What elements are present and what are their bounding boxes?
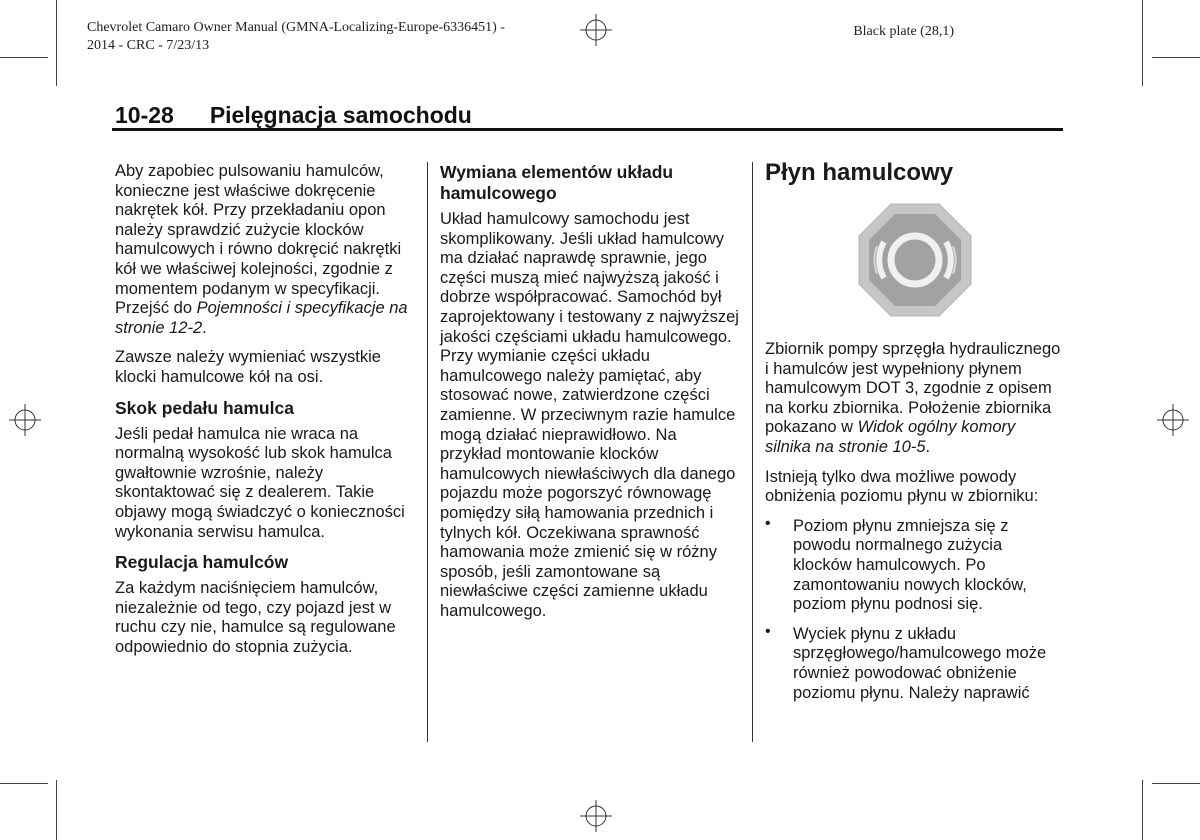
crop-mark xyxy=(1142,0,1143,86)
crop-mark xyxy=(1152,783,1200,784)
paragraph-text: Zbiornik pompy sprzęgła hydraulicznego i hamulców jest wypełniony płynem hamulcowym DOT 3, zgodnie z opisem na korku zbiornika. Położenie zbiornika pokazano w xyxy=(765,340,1061,437)
paragraph: Za każdym naciśnięciem hamulców, niezależnie od tego, czy pojazd jest w ruchu czy nie, hamulce są regulowane odpowiednio do stopnia zużycia. xyxy=(115,579,396,656)
cross-reference-link[interactable]: Pojemności i specyfikacje na stronie 12-2 xyxy=(115,299,408,337)
registration-mark-right xyxy=(1157,404,1189,436)
bullet-list xyxy=(765,514,1065,703)
registration-mark-top xyxy=(580,14,612,46)
column-1 xyxy=(115,162,415,667)
page-number: 10-28 xyxy=(115,102,174,128)
crop-mark xyxy=(0,57,48,58)
heading-rule xyxy=(112,128,1063,131)
paragraph-text: Aby zapobiec pulsowaniu hamulców, konieczne jest właściwe dokręcenie nakrętek kół. Przy przekładaniu opon należy sprawdzić zużycie klocków hamulcowych i równo dokręcić nakrętki kół we właściwej kolejności, zgodnie z momentem podanym w specyfikacji. Przejść do xyxy=(115,162,402,318)
list-item xyxy=(765,622,1065,703)
black-plate-label: Black plate (28,1) xyxy=(853,24,954,39)
registration-mark-left xyxy=(9,404,41,436)
print-header-line2: 2014 - CRC - 7/23/13 xyxy=(87,38,210,53)
crop-mark xyxy=(56,0,57,86)
crop-mark xyxy=(56,780,57,840)
column-3 xyxy=(765,159,1065,713)
paragraph: Zawsze należy wymieniać wszystkie klocki hamulcowe kół na osi. xyxy=(115,348,381,386)
bullet-icon: • xyxy=(765,622,771,640)
subheading-brake-adjust: Regulacja hamulców xyxy=(115,552,289,573)
bullet-icon: • xyxy=(765,514,771,532)
crop-mark xyxy=(0,783,48,784)
section-subtitle: Płyn hamulcowy xyxy=(765,159,954,186)
paragraph: Jeśli pedał hamulca nie wraca na normalną wysokość lub skok hamulca gwałtownie wzrośnie, należy skontaktować się z dealerem. Takie objawy mogą świadczyć o konieczności wykonania serwisu hamulca. xyxy=(115,424,405,541)
paragraph: Istnieją tylko dwa możliwe powody obniżenia poziomu płynu w zbiorniku: xyxy=(765,467,1039,506)
paragraph-end: . xyxy=(202,318,207,337)
column-divider xyxy=(752,162,753,742)
print-header-line1: Chevrolet Camaro Owner Manual (GMNA-Localizing-Europe-6336451) - xyxy=(87,20,505,35)
subheading-pedal-travel: Skok pedału hamulca xyxy=(115,397,294,418)
paragraph xyxy=(765,340,1065,458)
paragraph: Układ hamulcowy samochodu jest skomplikowany. Jeśli układ hamulcowy ma działać naprawdę sprawnie, jego części muszą mieć najwyższą jakość i dobrze współpracować. Samochód był zaprojektowany i testowany z najwyższej jakości częściami układu hamulcowego. Przy wymianie części układu hamulcowego należy pamiętać, aby stosować nowe, zatwierdzone części zamienne. W przeciwnym razie hamulce mogą działać nieprawidłowo. Na przykład montowanie klocków hamulcowych niewłaściwych dla danego pojazdu może pogorszyć równowagę pomiędzy siłą hamowania przednich i tylnych kół. Oczekiwana sprawność hamowania może zmienić się w różny sposób, jeśli zamontowane są niewłaściwe części zamienne układu hamulcowego. xyxy=(440,210,739,620)
column-2 xyxy=(440,162,740,631)
print-header xyxy=(87,19,505,55)
section-heading xyxy=(115,102,472,129)
cross-reference-link[interactable]: Widok ogólny komory silnika na stronie 10-5 xyxy=(765,418,1016,456)
crop-mark xyxy=(1142,780,1143,840)
list-item-text: Wyciek płynu z układu sprzęgłowego/hamulcowego może również powodować obniżenie poziomu płynu. Należy naprawić xyxy=(793,624,1047,702)
brake-fluid-warning-icon xyxy=(857,202,973,318)
list-item xyxy=(765,514,1065,615)
list-item-text: Poziom płynu zmniejsza się z powodu normalnego zużycia klocków hamulcowych. Po zamontowaniu nowych klocków, poziom płynu podnosi się. xyxy=(793,516,1027,614)
column-divider xyxy=(427,162,428,742)
subheading-part-replacement: Wymiana elementów układu hamulcowego xyxy=(440,162,674,203)
registration-mark-bottom xyxy=(580,800,612,832)
section-title: Pielęgnacja samochodu xyxy=(209,102,472,128)
paragraph-end: . xyxy=(925,437,931,456)
crop-mark xyxy=(1152,57,1200,58)
paragraph xyxy=(115,162,415,338)
